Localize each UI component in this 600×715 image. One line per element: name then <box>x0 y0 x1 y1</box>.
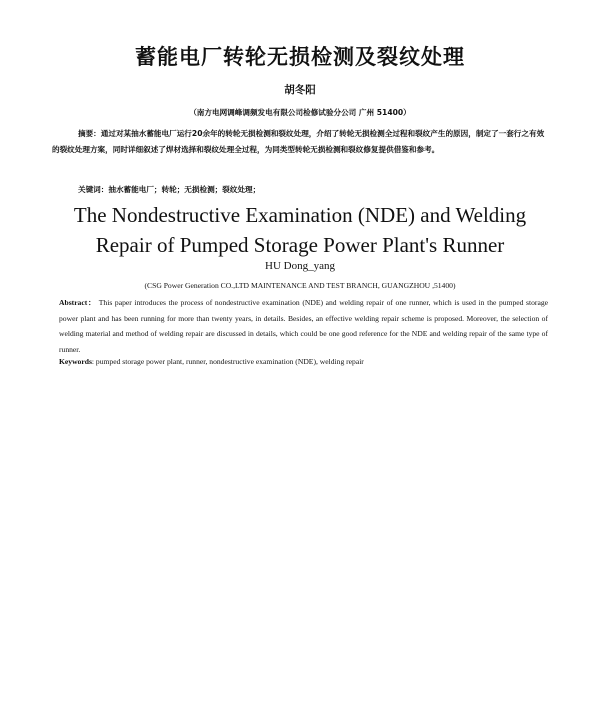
chinese-keywords-label: 关键词： <box>78 185 109 194</box>
chinese-abstract-text: 通过对某抽水蓄能电厂运行20余年的转轮无损检测和裂纹处理，介绍了转轮无损检测全过程和裂纹产生的原因，制定了一套行之有效的裂纹处理方案，同时详细叙述了焊材选择和裂纹处理全过程，为同类型转轮无损检测和裂纹修复提供借鉴和参考。 <box>52 129 545 154</box>
chinese-keywords-text: 抽水蓄能电厂；转轮；无损检测；裂纹处理； <box>108 185 261 194</box>
chinese-affiliation: （南方电网调峰调频发电有限公司检修试验分公司 广州 51400） <box>189 108 411 117</box>
chinese-abstract <box>52 126 548 158</box>
english-abstract-text: This paper introduces the process of nondestructive examination (NDE) and welding repair of one runner, which is used in the pumped storage power plant and has been running for more than twenty years, in details. Besides, an effective welding repair scheme is proposed. Moreover, the selection of welding material and method of welding repair are discussed in details, which could be one good reference for the NDE and welding repair of the same type of runner. <box>59 298 548 354</box>
chinese-abstract-label: 摘要： <box>78 129 101 138</box>
chinese-keywords <box>78 184 548 195</box>
english-author: HU Dong_yang <box>265 260 335 272</box>
english-keywords-text: : pumped storage power plant, runner, nondestructive examination (NDE), welding repair <box>91 357 364 366</box>
english-title-line-2: Repair of Pumped Storage Power Plant's Runner <box>95 233 505 257</box>
chinese-title: 蓄能电厂转轮无损检测及裂纹处理 <box>135 45 465 69</box>
english-title <box>20 200 580 260</box>
english-title-line-1: The Nondestructive Examination (NDE) and Welding <box>73 203 527 227</box>
chinese-author: 胡冬阳 <box>284 84 316 96</box>
english-keywords-label: Keywords <box>59 357 92 366</box>
english-abstract-label: Abstract： <box>59 298 97 307</box>
english-keywords <box>59 356 548 367</box>
english-affiliation: (CSG Power Generation CO.,LTD MAINTENANCE AND TEST BRANCH, GUANGZHOU ,51400) <box>144 281 456 290</box>
english-abstract <box>59 295 548 357</box>
